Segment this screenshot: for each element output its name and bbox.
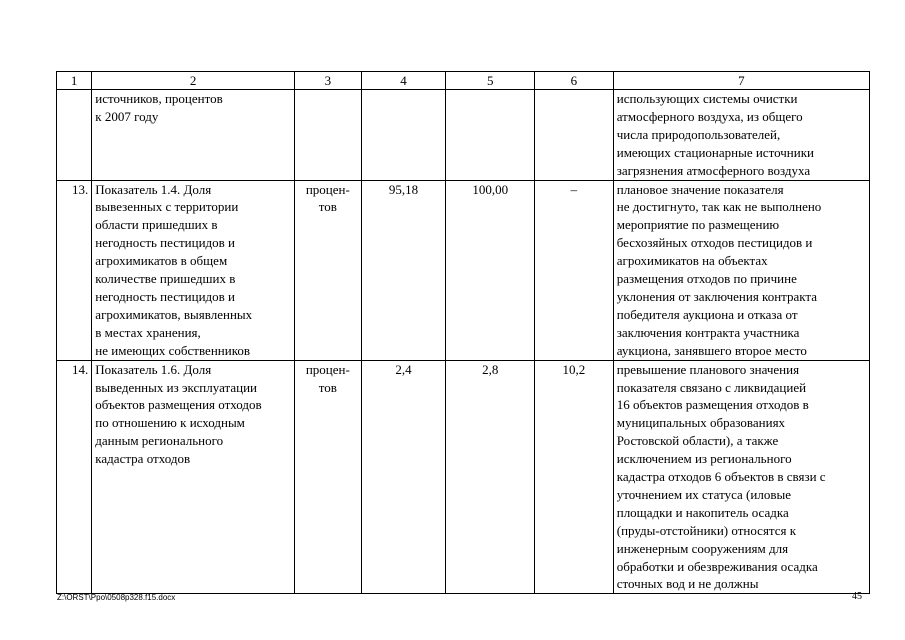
value-col-6: 10,2 — [535, 360, 614, 594]
row-number: 14. — [57, 360, 92, 594]
comment-cell: плановое значение показателя не достигнуто, так как не выполнено мероприятие по размещению бесхозяйных отходов пестицидов и агрохимикатов на объектах размещения отходов по причине уклонения от заключения контракта победителя аукциона и отказа от заключения контракта участника аукциона, занявшего второе место — [613, 180, 869, 360]
header-col-4: 4 — [361, 72, 446, 90]
comment-cell: использующих системы очистки атмосферного воздуха, из общего числа природопользователей, имеющих стационарные источники загрязнения атмосферного воздуха — [613, 90, 869, 181]
row-number — [57, 90, 92, 181]
header-row — [57, 72, 870, 90]
value-col-5 — [446, 90, 535, 181]
indicator-cell: Показатель 1.4. Доля вывезенных с территории области пришедших в негодность пестицидов и агрохимикатов в общем количестве пришедших в негодность пестицидов и агрохимикатов, выявленных в местах хранения, не имеющих собственников — [92, 180, 295, 360]
value-col-4: 2,4 — [361, 360, 446, 594]
value-col-6: – — [535, 180, 614, 360]
footer-file-path: Z:\ORST\Ppo\0508p328.f15.docx — [57, 593, 176, 602]
report-table — [56, 71, 870, 594]
value-col-5: 100,00 — [446, 180, 535, 360]
unit-cell — [295, 90, 362, 181]
row-number: 13. — [57, 180, 92, 360]
table-body — [57, 90, 870, 594]
header-col-5: 5 — [446, 72, 535, 90]
comment-cell: превышение планового значения показателя связано с ликвидацией 16 объектов размещения отходов в муниципальных образованиях Ростовской области), а также исключением из регионального кадастра отходов 6 объектов в связи с уточнением их статуса (иловые площадки и накопитель осадка (пруды-отстойники) относятся к инженерным сооружениям для обработки и обезвреживания осадка сточных вод и не должны — [613, 360, 869, 594]
header-col-1: 1 — [57, 72, 92, 90]
value-col-4: 95,18 — [361, 180, 446, 360]
table-row — [57, 180, 870, 360]
indicator-cell: источников, процентов к 2007 году — [92, 90, 295, 181]
header-col-3: 3 — [295, 72, 362, 90]
header-col-2: 2 — [92, 72, 295, 90]
value-col-4 — [361, 90, 446, 181]
table-header — [57, 72, 870, 90]
page-number: 45 — [852, 591, 862, 602]
indicator-cell: Показатель 1.6. Доля выведенных из эксплуатации объектов размещения отходов по отношению к исходным данным регионального кадастра отходов — [92, 360, 295, 594]
unit-cell: процен- тов — [295, 360, 362, 594]
table-row — [57, 360, 870, 594]
table-row — [57, 90, 870, 181]
header-col-6: 6 — [535, 72, 614, 90]
value-col-5: 2,8 — [446, 360, 535, 594]
unit-cell: процен- тов — [295, 180, 362, 360]
header-col-7: 7 — [613, 72, 869, 90]
value-col-6 — [535, 90, 614, 181]
